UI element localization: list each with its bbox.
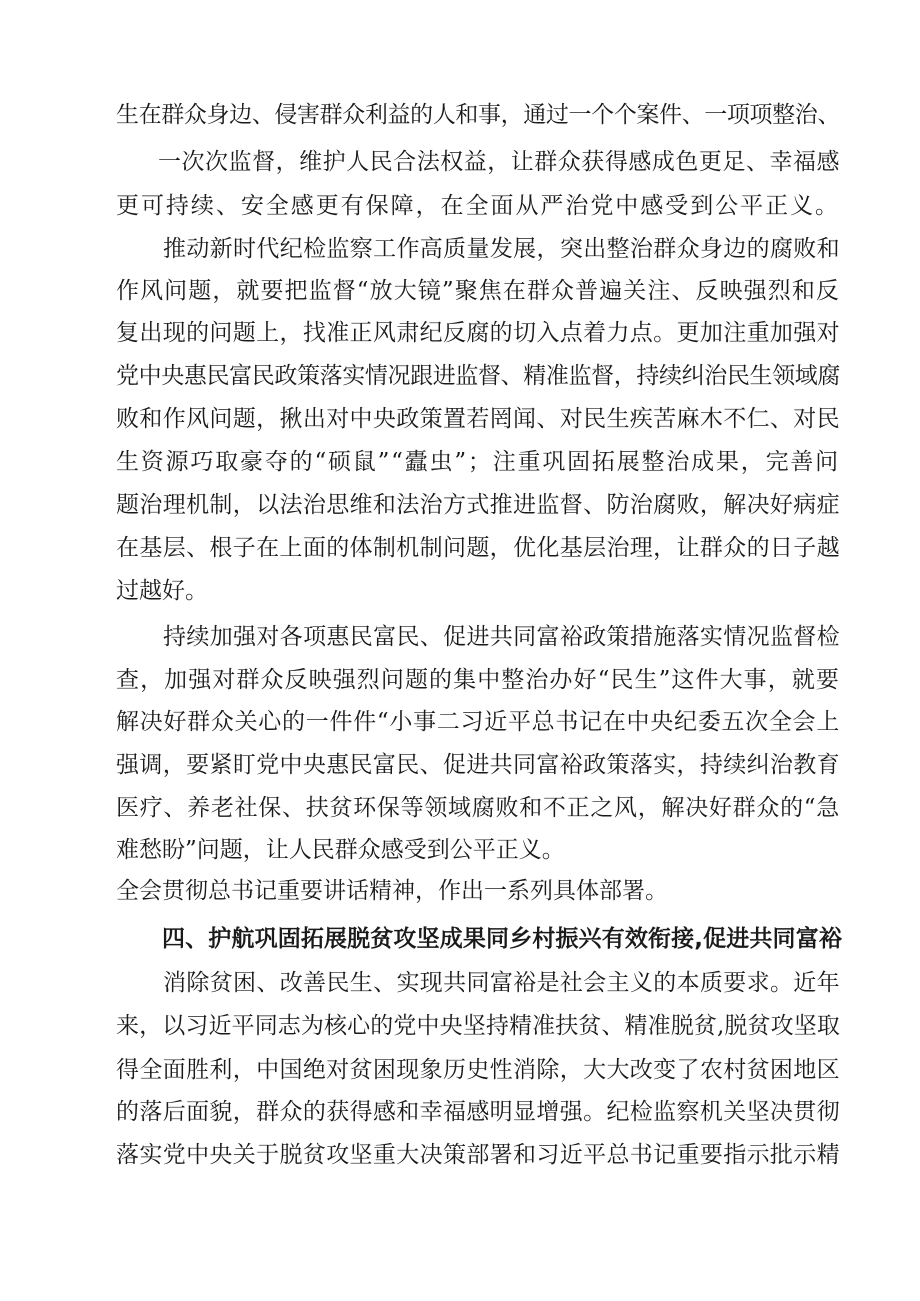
text-line [0, 657, 920, 703]
text-line [0, 268, 920, 314]
line-text: 生资源巧取豪夺的“硕鼠”“蠹虫”；注重巩固拓展整治成果，完善问 [116, 449, 840, 475]
line-text: 败和作风问题，揪出对中央政策置若罔闻、对民生疾苦麻木不仁、对民 [116, 406, 840, 432]
line-text: 来，以习近平同志为核心的党中央坚持精准扶贫、精准脱贫,脱贫攻坚取 [116, 1013, 840, 1039]
line-text: 得全面胜利，中国绝对贫困现象历史性消除，大大改变了农村贫困地区 [116, 1057, 840, 1083]
line-text: 的落后面貌，群众的获得感和幸福感明显增强。纪检监察机关坚决贯彻 [116, 1099, 840, 1125]
line-text: 更可持续、安全感更有保障，在全面从严治党中感受到公平正义。 [116, 193, 840, 219]
text-line [0, 439, 920, 485]
line-text: 生在群众身边、侵害群众利益的人和事，通过一个个案件、一项项整治、 [116, 102, 840, 128]
line-text: 过越好。 [116, 578, 208, 604]
line-text: 在基层、根子在上面的体制机制问题，优化基层治理，让群众的日子越 [116, 535, 840, 561]
text-line [0, 614, 920, 660]
line-text: 查，加强对群众反映强烈问题的集中整治办好“民生”这件大事，就要 [116, 667, 840, 693]
text-line [0, 742, 920, 788]
text-line [0, 1003, 920, 1049]
line-text: 复出现的问题上，找准正风肃纪反腐的切入点着力点。更加注重加强对 [116, 320, 840, 346]
line-text: 持续加强对各项惠民富民、促进共同富裕政策措施落实情况监督检 [163, 624, 840, 650]
line-text: 题治理机制，以法治思维和法治方式推进监督、防治腐败，解决好病症 [116, 492, 840, 518]
section-heading [0, 916, 920, 962]
line-text: 消除贫困、改善民生、实现共同富裕是社会主义的本质要求。近年 [163, 970, 840, 996]
line-text: 全会贯彻总书记重要讲话精神，作出一系列具体部署。 [116, 878, 668, 904]
line-text: 医疗、养老社保、扶贫环保等领域腐败和不正之风，解决好群众的“急 [116, 795, 840, 821]
text-line [0, 699, 920, 745]
text-line [0, 139, 920, 185]
text-line [0, 92, 920, 138]
text-line [0, 827, 920, 873]
line-text: 落实党中央关于脱贫攻坚重大决策部署和习近平总书记重要指示批示精 [116, 1142, 840, 1168]
text-line [0, 568, 920, 614]
text-line [0, 183, 920, 229]
text-line [0, 226, 920, 272]
text-line [0, 396, 920, 442]
heading-text: 四、护航巩固拓展脱贫攻坚成果同乡村振兴有效衔接,促进共同富裕 [162, 926, 842, 952]
text-line [0, 1132, 920, 1178]
line-text: 一次次监督，维护人民合法权益，让群众获得感成色更足、幸福感 [158, 149, 840, 175]
line-text: 党中央惠民富民政策落实情况跟进监督、精准监督，持续纠治民生领域腐 [116, 363, 840, 389]
line-text: 强调，要紧盯党中央惠民富民、促进共同富裕政策落实，持续纠治教育 [116, 752, 840, 778]
text-line [0, 785, 920, 831]
text-line [0, 482, 920, 528]
text-line [0, 868, 920, 914]
line-text: 解决好群众关心的一件件“小事二习近平总书记在中央纪委五次全会上 [116, 709, 840, 735]
text-line [0, 1047, 920, 1093]
text-line [0, 1089, 920, 1135]
line-text: 作风问题，就要把监督“放大镜”聚焦在群众普遍关注、反映强烈和反 [116, 278, 840, 304]
line-text: 推动新时代纪检监察工作高质量发展，突出整治群众身边的腐败和 [163, 236, 840, 262]
line-text: 难愁盼”问题，让人民群众感受到公平正义。 [116, 837, 565, 863]
text-line [0, 353, 920, 399]
text-line [0, 310, 920, 356]
text-line [0, 960, 920, 1006]
text-line [0, 525, 920, 571]
